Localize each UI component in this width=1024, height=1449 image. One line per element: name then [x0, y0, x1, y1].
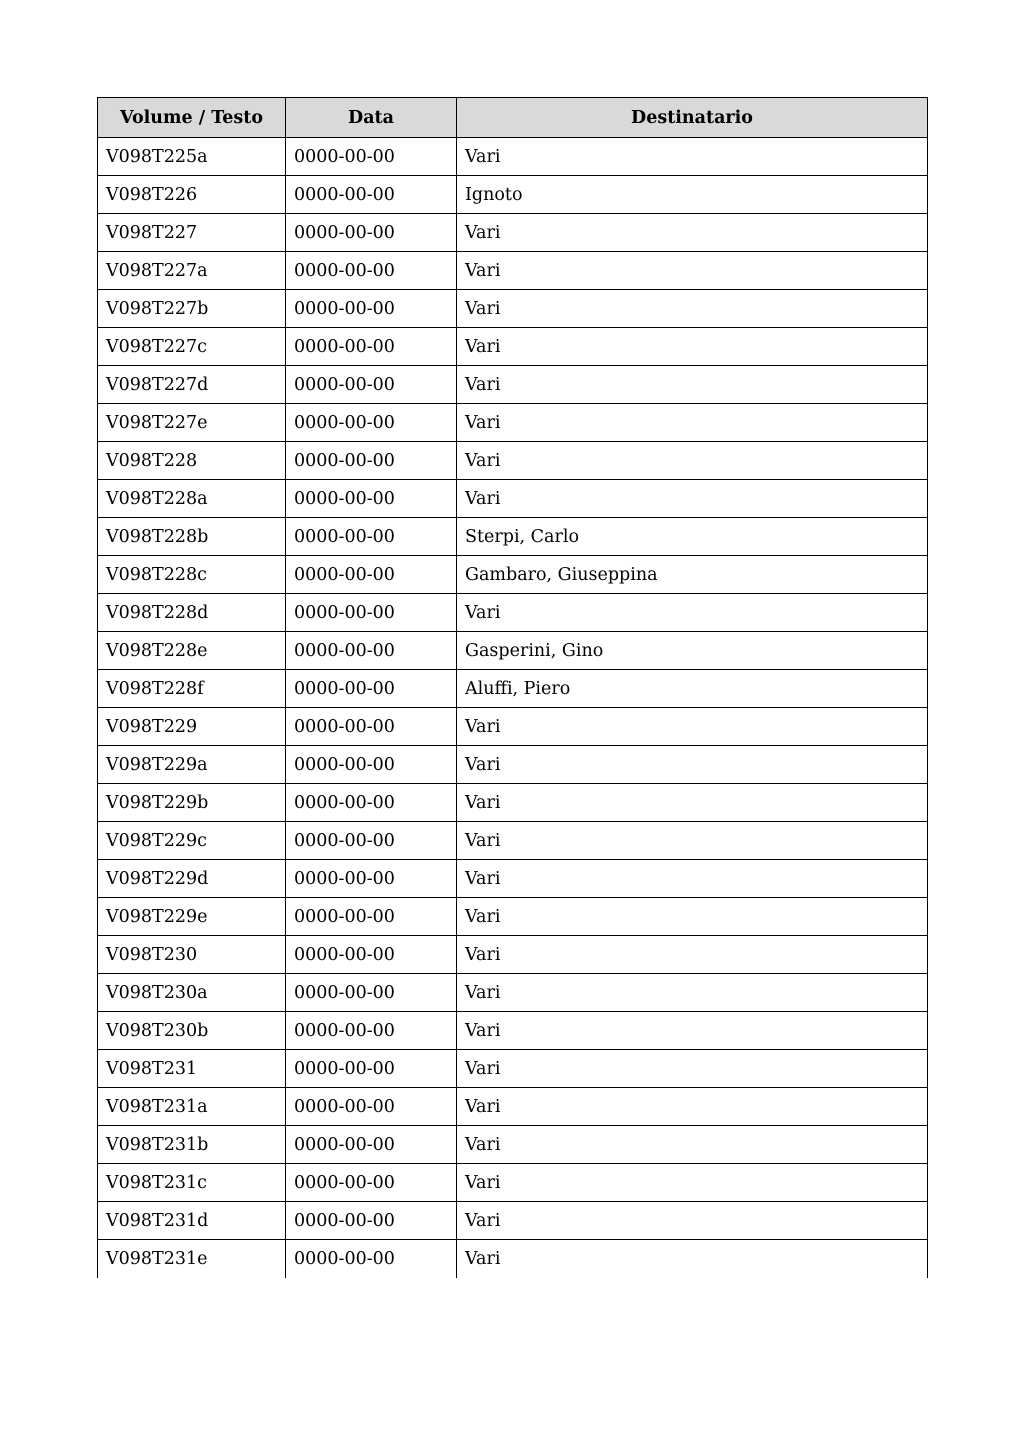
cell-data: 0000-00-00: [286, 632, 457, 670]
cell-data: 0000-00-00: [286, 1012, 457, 1050]
cell-volume-testo: V098T227d: [98, 366, 286, 404]
cell-data: 0000-00-00: [286, 328, 457, 366]
table-row: [98, 898, 928, 936]
cell-destinatario: Vari: [457, 442, 928, 480]
cell-data: 0000-00-00: [286, 1164, 457, 1202]
cell-volume-testo: V098T228f: [98, 670, 286, 708]
cell-volume-testo: V098T229e: [98, 898, 286, 936]
cell-volume-testo: V098T231a: [98, 1088, 286, 1126]
cell-destinatario: Vari: [457, 252, 928, 290]
cell-volume-testo: V098T230b: [98, 1012, 286, 1050]
cell-destinatario: Vari: [457, 974, 928, 1012]
cell-destinatario: Ignoto: [457, 176, 928, 214]
cell-volume-testo: V098T226: [98, 176, 286, 214]
cell-volume-testo: V098T229b: [98, 784, 286, 822]
cell-volume-testo: V098T227b: [98, 290, 286, 328]
cell-volume-testo: V098T228d: [98, 594, 286, 632]
cell-data: 0000-00-00: [286, 594, 457, 632]
cell-data: 0000-00-00: [286, 898, 457, 936]
table-row: [98, 214, 928, 252]
cell-destinatario: Vari: [457, 214, 928, 252]
cell-data: 0000-00-00: [286, 784, 457, 822]
table-row: [98, 1202, 928, 1240]
cell-data: 0000-00-00: [286, 290, 457, 328]
cell-destinatario: Vari: [457, 290, 928, 328]
cell-destinatario: Gambaro, Giuseppina: [457, 556, 928, 594]
table-row: [98, 442, 928, 480]
cell-destinatario: Vari: [457, 480, 928, 518]
cell-data: 0000-00-00: [286, 252, 457, 290]
table-row: [98, 556, 928, 594]
table-row: [98, 860, 928, 898]
cell-volume-testo: V098T229d: [98, 860, 286, 898]
table-row: [98, 784, 928, 822]
cell-destinatario: Vari: [457, 746, 928, 784]
table-row: [98, 176, 928, 214]
column-header-volume-testo: Volume / Testo: [98, 98, 286, 138]
cell-destinatario: Vari: [457, 860, 928, 898]
cell-volume-testo: V098T227e: [98, 404, 286, 442]
header-row: [98, 98, 928, 138]
cell-volume-testo: V098T230: [98, 936, 286, 974]
cell-volume-testo: V098T231e: [98, 1240, 286, 1278]
cell-data: 0000-00-00: [286, 974, 457, 1012]
table-row: [98, 1088, 928, 1126]
cell-data: 0000-00-00: [286, 708, 457, 746]
table-row: [98, 404, 928, 442]
table-row: [98, 1240, 928, 1278]
table-row: [98, 480, 928, 518]
cell-volume-testo: V098T231b: [98, 1126, 286, 1164]
cell-data: 0000-00-00: [286, 1202, 457, 1240]
table-body: [98, 138, 928, 1278]
table-header: [98, 98, 928, 138]
cell-destinatario: Gasperini, Gino: [457, 632, 928, 670]
cell-data: 0000-00-00: [286, 860, 457, 898]
table-row: [98, 632, 928, 670]
cell-volume-testo: V098T228b: [98, 518, 286, 556]
cell-volume-testo: V098T231: [98, 1050, 286, 1088]
records-table: [97, 97, 928, 1278]
cell-destinatario: Vari: [457, 1202, 928, 1240]
cell-destinatario: Vari: [457, 822, 928, 860]
cell-data: 0000-00-00: [286, 138, 457, 176]
cell-destinatario: Vari: [457, 328, 928, 366]
table-row: [98, 518, 928, 556]
cell-data: 0000-00-00: [286, 670, 457, 708]
table-row: [98, 1164, 928, 1202]
cell-data: 0000-00-00: [286, 1088, 457, 1126]
cell-volume-testo: V098T228e: [98, 632, 286, 670]
cell-destinatario: Vari: [457, 1050, 928, 1088]
table-row: [98, 974, 928, 1012]
table-row: [98, 822, 928, 860]
cell-data: 0000-00-00: [286, 746, 457, 784]
table-row: [98, 670, 928, 708]
cell-data: 0000-00-00: [286, 366, 457, 404]
cell-destinatario: Vari: [457, 1240, 928, 1278]
cell-destinatario: Aluffi, Piero: [457, 670, 928, 708]
cell-data: 0000-00-00: [286, 936, 457, 974]
cell-volume-testo: V098T227: [98, 214, 286, 252]
cell-volume-testo: V098T229a: [98, 746, 286, 784]
table-row: [98, 1126, 928, 1164]
cell-data: 0000-00-00: [286, 404, 457, 442]
table-row: [98, 594, 928, 632]
cell-destinatario: Vari: [457, 1088, 928, 1126]
cell-data: 0000-00-00: [286, 214, 457, 252]
column-header-data: Data: [286, 98, 457, 138]
cell-data: 0000-00-00: [286, 442, 457, 480]
cell-volume-testo: V098T231c: [98, 1164, 286, 1202]
cell-destinatario: Vari: [457, 404, 928, 442]
table-row: [98, 1050, 928, 1088]
cell-volume-testo: V098T227a: [98, 252, 286, 290]
cell-volume-testo: V098T225a: [98, 138, 286, 176]
table-row: [98, 252, 928, 290]
column-header-destinatario: Destinatario: [457, 98, 928, 138]
cell-destinatario: Vari: [457, 366, 928, 404]
cell-destinatario: Vari: [457, 1164, 928, 1202]
cell-destinatario: Vari: [457, 594, 928, 632]
cell-destinatario: Vari: [457, 936, 928, 974]
cell-volume-testo: V098T231d: [98, 1202, 286, 1240]
cell-data: 0000-00-00: [286, 176, 457, 214]
cell-destinatario: Vari: [457, 784, 928, 822]
table-row: [98, 328, 928, 366]
table-row: [98, 138, 928, 176]
cell-volume-testo: V098T227c: [98, 328, 286, 366]
cell-destinatario: Vari: [457, 1012, 928, 1050]
cell-volume-testo: V098T229c: [98, 822, 286, 860]
cell-data: 0000-00-00: [286, 822, 457, 860]
table-row: [98, 1012, 928, 1050]
cell-destinatario: Vari: [457, 898, 928, 936]
table-row: [98, 746, 928, 784]
cell-volume-testo: V098T228a: [98, 480, 286, 518]
table-row: [98, 708, 928, 746]
table-row: [98, 290, 928, 328]
cell-volume-testo: V098T228c: [98, 556, 286, 594]
cell-destinatario: Vari: [457, 138, 928, 176]
cell-destinatario: Vari: [457, 1126, 928, 1164]
cell-data: 0000-00-00: [286, 1050, 457, 1088]
cell-data: 0000-00-00: [286, 556, 457, 594]
cell-volume-testo: V098T229: [98, 708, 286, 746]
table-row: [98, 936, 928, 974]
cell-destinatario: Sterpi, Carlo: [457, 518, 928, 556]
cell-destinatario: Vari: [457, 708, 928, 746]
cell-data: 0000-00-00: [286, 1126, 457, 1164]
cell-data: 0000-00-00: [286, 480, 457, 518]
cell-data: 0000-00-00: [286, 1240, 457, 1278]
cell-data: 0000-00-00: [286, 518, 457, 556]
cell-volume-testo: V098T228: [98, 442, 286, 480]
table-row: [98, 366, 928, 404]
cell-volume-testo: V098T230a: [98, 974, 286, 1012]
